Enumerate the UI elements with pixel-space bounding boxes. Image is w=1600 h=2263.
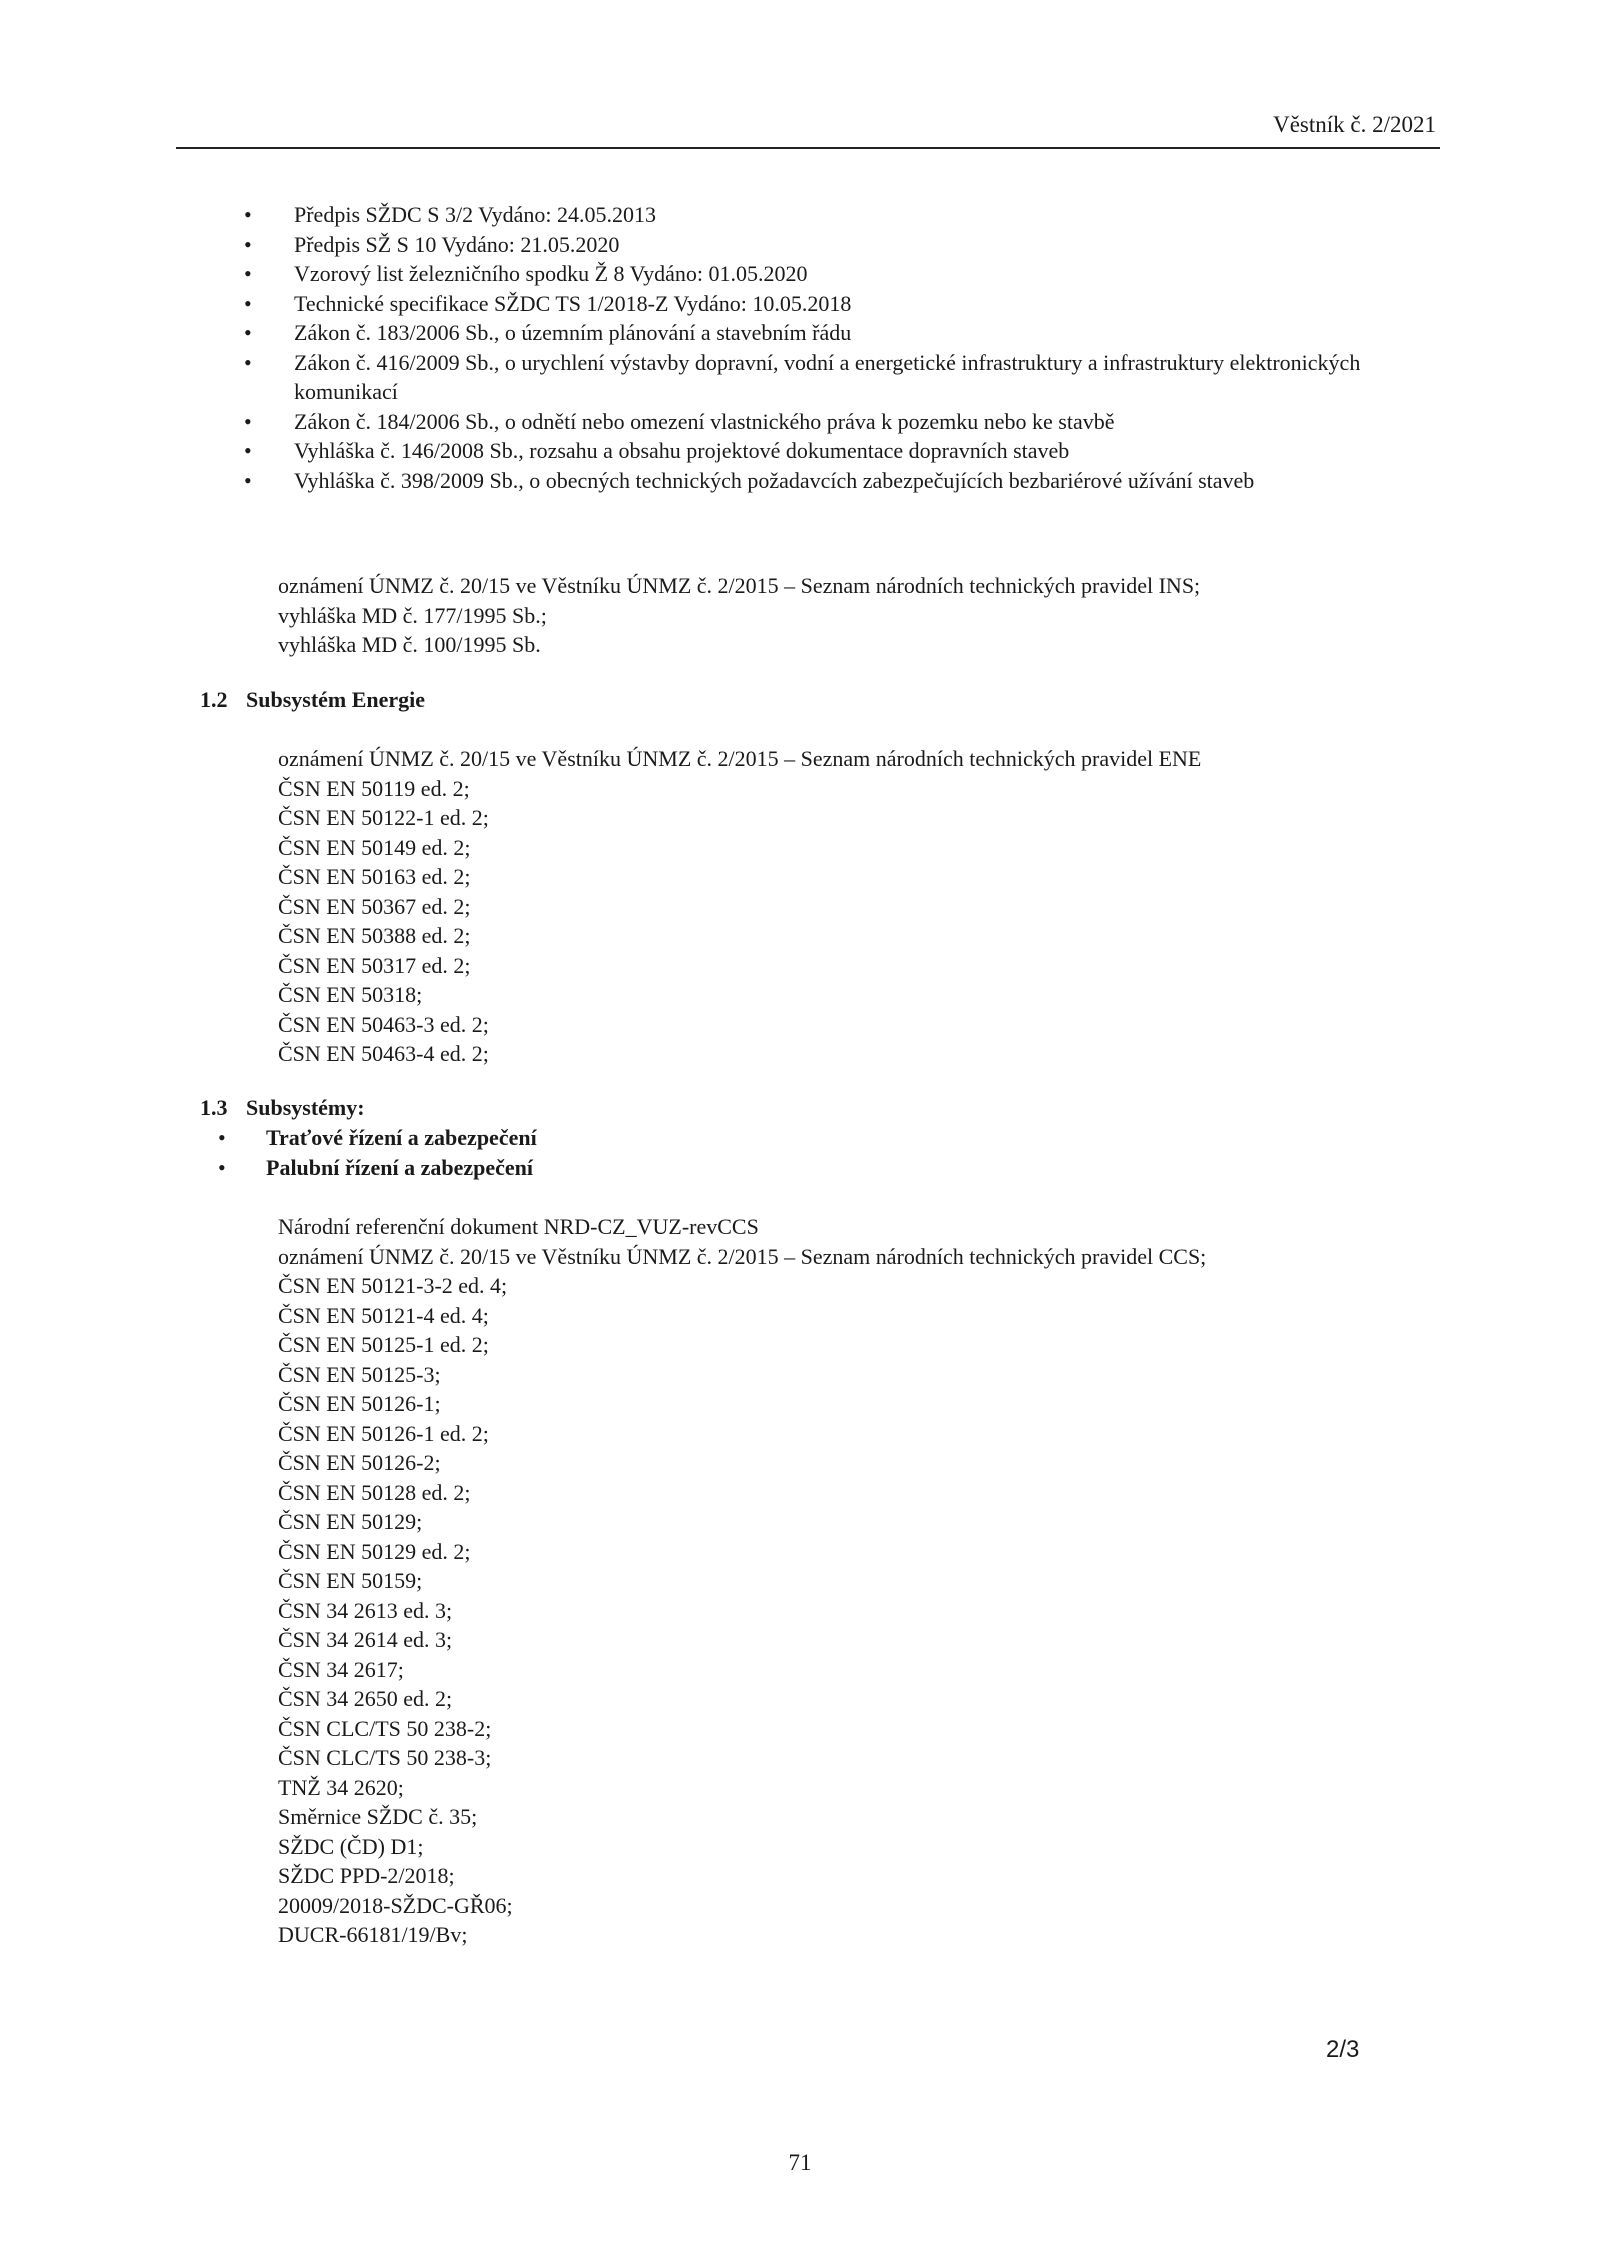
list-item: • Zákon č. 183/2006 Sb., o územním plánování a stavebním řádu bbox=[244, 318, 1394, 348]
text-line: ČSN EN 50129 ed. 2; bbox=[278, 1538, 471, 1564]
text-line: ČSN 34 2617; bbox=[278, 1656, 404, 1682]
text-line: ČSN EN 50129; bbox=[278, 1509, 423, 1534]
section-title: Subsystémy: bbox=[246, 1095, 365, 1120]
text-line: ČSN EN 50126-2; bbox=[278, 1450, 441, 1475]
text-line: ČSN EN 50163 ed. 2; bbox=[278, 864, 471, 889]
text-line: DUCR-66181/19/Bv; bbox=[278, 1922, 468, 1947]
text-line: vyhláška MD č. 177/1995 Sb.; bbox=[278, 602, 547, 628]
text-line: ČSN EN 50125-3; bbox=[278, 1361, 441, 1387]
text-line: ČSN CLC/TS 50 238-3; bbox=[278, 1745, 492, 1770]
text-line: ČSN EN 50388 ed. 2; bbox=[278, 923, 471, 948]
text-line: ČSN 34 2613 ed. 3; bbox=[278, 1597, 453, 1623]
text-line: ČSN EN 50125-1 ed. 2; bbox=[278, 1332, 489, 1357]
ene-standards-block bbox=[278, 744, 1201, 1069]
list-item: • Technické specifikace SŽDC TS 1/2018-Z Vydáno: 10.05.2018 bbox=[244, 289, 1394, 319]
list-item: • Předpis SŽ S 10 Vydáno: 21.05.2020 bbox=[244, 230, 1394, 260]
list-item: • Vyhláška č. 398/2009 Sb., o obecných technických požadavcích zabezpečujících bezbariérové užívání staveb bbox=[244, 466, 1394, 496]
text-line: ČSN EN 50128 ed. 2; bbox=[278, 1479, 471, 1505]
text-line: vyhláška MD č. 100/1995 Sb. bbox=[278, 632, 541, 657]
list-item: • Vzorový list železničního spodku Ž 8 Vydáno: 01.05.2020 bbox=[244, 259, 1394, 289]
list-item: • Traťové řízení a zabezpečení bbox=[218, 1123, 537, 1153]
section-number: 1.2 bbox=[200, 687, 228, 712]
page-number: 71 bbox=[788, 2150, 812, 2175]
text-line: ČSN EN 50119 ed. 2; bbox=[278, 775, 470, 801]
text-line: ČSN CLC/TS 50 238-2; bbox=[278, 1715, 492, 1741]
page-header bbox=[176, 110, 1440, 149]
text-line: SŽDC (ČD) D1; bbox=[278, 1833, 424, 1859]
text-line: Směrnice SŽDC č. 35; bbox=[278, 1804, 478, 1829]
text-line: TNŽ 34 2620; bbox=[278, 1774, 404, 1800]
text-line: Národní referenční dokument NRD-CZ_VUZ-revCCS bbox=[278, 1214, 759, 1239]
text-line: ČSN EN 50159; bbox=[278, 1568, 423, 1593]
section-heading-1-3 bbox=[200, 1093, 365, 1123]
text-line: oznámení ÚNMZ č. 20/15 ve Věstníku ÚNMZ č. 2/2015 – Seznam národních technických pravidel CCS; bbox=[278, 1243, 1207, 1269]
ccs-standards-block bbox=[278, 1212, 1206, 1950]
section-title: Subsystém Energie bbox=[246, 687, 426, 712]
text-line: ČSN EN 50126-1; bbox=[278, 1391, 441, 1416]
text-line: ČSN EN 50121-4 ed. 4; bbox=[278, 1302, 489, 1328]
text-line: 20009/2018-SŽDC-GŘ06; bbox=[278, 1892, 513, 1918]
subsystem-list bbox=[218, 1123, 537, 1182]
text-line: ČSN EN 50318; bbox=[278, 982, 423, 1007]
section-number: 1.3 bbox=[200, 1095, 228, 1120]
ins-standards-block bbox=[278, 571, 1200, 660]
text-line: ČSN EN 50126-1 ed. 2; bbox=[278, 1420, 489, 1446]
text-line: ČSN EN 50121-3-2 ed. 4; bbox=[278, 1273, 508, 1298]
text-line: ČSN EN 50463-4 ed. 2; bbox=[278, 1041, 489, 1066]
list-item: • Vyhláška č. 146/2008 Sb., rozsahu a obsahu projektové dokumentace dopravních staveb bbox=[244, 436, 1394, 466]
regulation-list bbox=[244, 200, 1394, 495]
list-item: • Předpis SŽDC S 3/2 Vydáno: 24.05.2013 bbox=[244, 200, 1394, 230]
text-line: ČSN 34 2614 ed. 3; bbox=[278, 1627, 453, 1652]
text-line: ČSN EN 50463-3 ed. 2; bbox=[278, 1011, 489, 1037]
inner-page-indicator: 2/3 bbox=[1326, 2036, 1360, 2063]
text-line: ČSN EN 50317 ed. 2; bbox=[278, 952, 471, 978]
text-line: ČSN EN 50367 ed. 2; bbox=[278, 893, 471, 919]
section-heading-1-2 bbox=[200, 685, 425, 715]
text-line: ČSN 34 2650 ed. 2; bbox=[278, 1686, 453, 1711]
text-line: oznámení ÚNMZ č. 20/15 ve Věstníku ÚNMZ č. 2/2015 – Seznam národních technických pravidel ENE bbox=[278, 746, 1202, 771]
header-title: Věstník č. 2/2021 bbox=[1273, 112, 1436, 137]
list-item: • Palubní řízení a zabezpečení bbox=[218, 1153, 537, 1183]
text-line: ČSN EN 50122-1 ed. 2; bbox=[278, 805, 489, 830]
text-line: SŽDC PPD-2/2018; bbox=[278, 1863, 455, 1888]
list-item: • Zákon č. 416/2009 Sb., o urychlení výstavby dopravní, vodní a energetické infrastruktury a infrastruktury elektronických komunikací bbox=[244, 348, 1394, 407]
text-line: oznámení ÚNMZ č. 20/15 ve Věstníku ÚNMZ č. 2/2015 – Seznam národních technických pravidel INS; bbox=[278, 573, 1201, 598]
list-item: • Zákon č. 184/2006 Sb., o odnětí nebo omezení vlastnického práva k pozemku nebo ke stavbě bbox=[244, 407, 1394, 437]
text-line: ČSN EN 50149 ed. 2; bbox=[278, 834, 471, 860]
